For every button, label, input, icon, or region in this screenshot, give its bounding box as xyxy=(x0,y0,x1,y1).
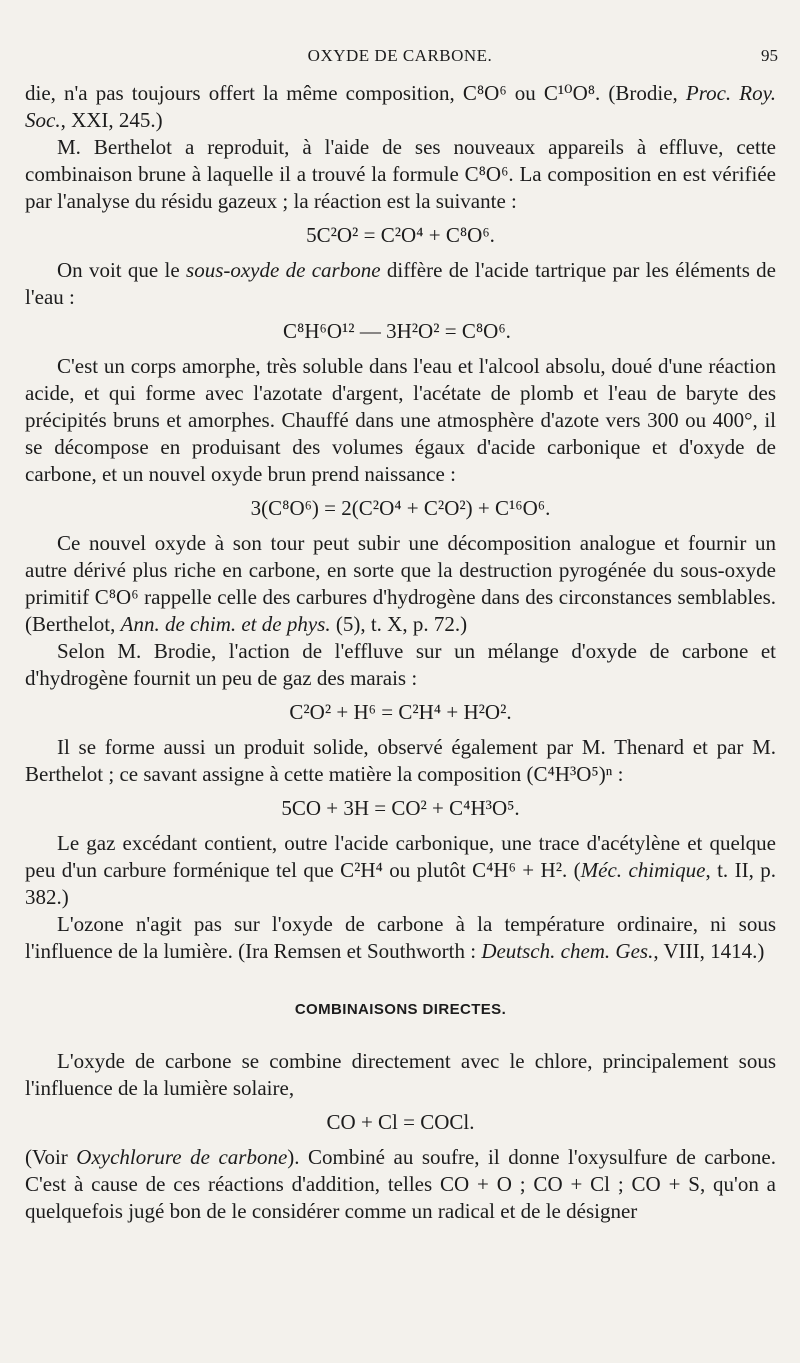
section-heading: COMBINAISONS DIRECTES. xyxy=(294,1001,507,1018)
equation: CO + Cl = COCl. xyxy=(326,1110,475,1134)
running-title: OXYDE DE CARBONE. xyxy=(307,46,493,65)
text-run: , XXI, 245.) xyxy=(60,108,163,132)
paragraph xyxy=(25,734,776,788)
text-run: Le gaz excédant contient, outre l'acide carbonique, une trace d'acétylène et quelque peu d'un carbure forménique tel que C²H⁴ ou plutôt C⁴H⁶ + H². ( xyxy=(25,831,776,882)
italic-citation: sous-oxyde de carbone xyxy=(186,258,381,282)
page-number: 95 xyxy=(761,46,778,65)
paragraph xyxy=(25,134,776,215)
text-run: diffère de l'acide tartrique par les éléments de l'eau : xyxy=(25,258,777,309)
text-run: C'est un corps amorphe, très soluble dans l'eau et l'alcool absolu, doué d'une réaction acide, et qui forme avec l'azotate d'argent, l'acétate de plomb et l'eau de baryte des précipités bruns et amorphes. Chauffé dans une atmosphère d'azote vers 300 ou 400°, il se décompose en produisant des volumes égaux d'acide carbonique et d'oxyde de carbone, et un nouvel oxyde brun prend naissance : xyxy=(25,354,776,486)
paragraph xyxy=(25,257,776,311)
page-body xyxy=(25,80,776,1225)
paragraph xyxy=(25,911,776,965)
text-run: On voit que le xyxy=(57,258,187,282)
italic-citation: Méc. chimique xyxy=(580,858,706,882)
equation: 3(C⁸O⁶) = 2(C²O⁴ + C²O²) + C¹⁶O⁶. xyxy=(250,496,551,520)
italic-citation: Ann. de chim. et de phys. xyxy=(120,612,331,636)
text-run: , t. II, p. 382.) xyxy=(25,858,776,909)
text-run: Selon M. Brodie, l'action de l'effluve sur un mélange d'oxyde de carbone et d'hydrogène fournit un peu de gaz des marais : xyxy=(25,639,776,690)
paragraph xyxy=(25,80,776,134)
text-run: M. Berthelot a reproduit, à l'aide de ses nouveaux appareils à effluve, cette combinaison brune à laquelle il a trouvé la formule C⁸O⁶. La composition en est vérifiée par l'analyse du résidu gazeux ; la réaction est la suivante : xyxy=(25,135,776,213)
text-run: L'ozone n'agit pas sur l'oxyde de carbone à la température ordinaire, ni sous l'influence de la lumière. (Ira Remsen et Southworth : xyxy=(25,912,776,963)
italic-citation: Deutsch. chem. Ges. xyxy=(481,939,654,963)
paragraph xyxy=(25,1048,776,1102)
text-run: Il se forme aussi un produit solide, observé également par M. Thenard et par M. Berthelot ; ce savant assigne à cette matière la composition (C⁴H³O⁵)ⁿ : xyxy=(25,735,776,786)
paragraph xyxy=(25,638,776,692)
text-run: , VIII, 1414.) xyxy=(653,939,765,963)
text-run: L'oxyde de carbone se combine directement avec le chlore, principalement sous l'influence de la lumière solaire, xyxy=(25,1049,776,1100)
italic-citation: Proc. Roy. Soc. xyxy=(25,81,777,132)
text-run: (5), t. X, p. 72.) xyxy=(330,612,468,636)
page-header xyxy=(0,44,800,70)
equation: 5C²O² = C²O⁴ + C⁸O⁶. xyxy=(306,223,495,247)
paragraph xyxy=(25,530,776,638)
equation: C⁸H⁶O¹² — 3H²O² = C⁸O⁶. xyxy=(283,319,511,343)
paragraph xyxy=(25,830,776,911)
italic-citation: Oxychlorure de carbone xyxy=(76,1145,288,1169)
text-run: ). Combiné au soufre, il donne l'oxysulfure de carbone. C'est à cause de ces réactions d'addition, telles CO + O ; CO + Cl ; CO + S, qu'on a quelquefois jugé bon de le considérer comme un radical et de le désigner xyxy=(25,1145,776,1223)
paragraph xyxy=(25,353,776,488)
paragraph xyxy=(25,1144,776,1225)
text-run: die, n'a pas toujours offert la même composition, C⁸O⁶ ou C¹⁰O⁸. (Brodie, xyxy=(25,81,686,105)
text-run: Ce nouvel oxyde à son tour peut subir une décomposition analogue et fournir un autre dérivé plus riche en carbone, en sorte que la destruction pyrogénée du sous-oxyde primitif C⁸O⁶ rappelle celle des carbures d'hydrogène dans des circonstances semblables. (Berthelot, xyxy=(25,531,776,636)
equation: C²O² + H⁶ = C²H⁴ + H²O². xyxy=(289,700,512,724)
equation: 5CO + 3H = CO² + C⁴H³O⁵. xyxy=(281,796,520,820)
text-run: (Voir xyxy=(25,1145,77,1169)
